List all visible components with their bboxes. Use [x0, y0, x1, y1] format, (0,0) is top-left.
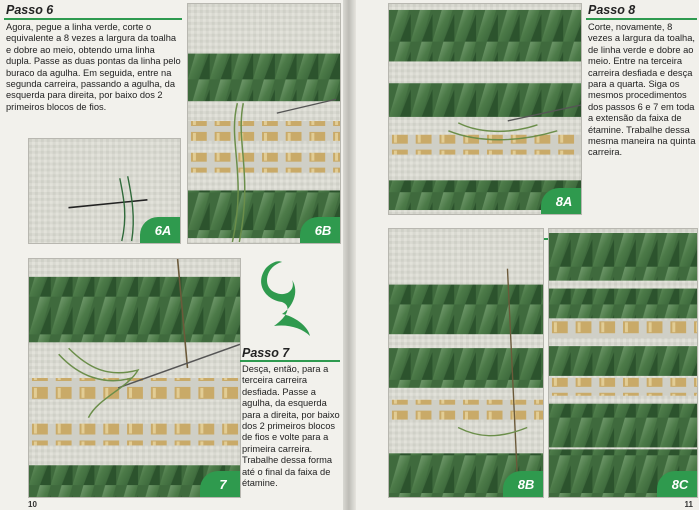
left-page: [0, 0, 343, 510]
right-page: [356, 0, 699, 510]
photo-8c-label: 8C: [657, 471, 697, 497]
photo-8b: [388, 228, 544, 498]
photo-7-illustration: [29, 259, 240, 497]
photo-6a-label: 6A: [140, 217, 180, 243]
photo-8a-illustration: [389, 4, 581, 214]
photo-6b: [187, 3, 341, 244]
step7-paragraph: Desça, então, para a terceira carreira desfiada. Passe a agulha, da esquerda para a direita, por baixo dos 2 primeiros blocos de fios e volte para a primeira carreira. Trabalhe dessa forma até o final da faixa de étamine.: [242, 364, 340, 489]
book-gutter: [343, 0, 356, 510]
step6-title-rule: [4, 18, 182, 20]
step7-title-rule: [240, 360, 340, 362]
photo-8a-label: 8A: [541, 188, 581, 214]
photo-8b-illustration: [389, 229, 543, 497]
step6-paragraph: Agora, pegue a linha verde, corte o equivalente a 8 vezes a largura da toalha e dobre ao meio, obtendo uma linha dupla. Passe as duas pontas da linha pelo buraco da agulha. Em seguida, entre na segunda carreira, passando a agulha, da esquerda para direita, por baixo dos 2 primeiros blocos de fios.: [6, 22, 181, 112]
step8-text: [588, 22, 696, 159]
page-number-left: 10: [28, 500, 37, 509]
step8-title-rule: [586, 18, 697, 20]
step8-paragraph: Corte, novamente, 8 vezes a largura da toalha, de linha verde e dobre ao meio. Entre na terceira carreira desfiada e desça para a quarta. Siga os mesmos procedimentos dos passos 6 e 7 em toda a extensão da faixa de étamine. Trabalhe dessa mesma maneira na quinta carreira.: [588, 22, 696, 158]
photo-8c: [548, 228, 698, 498]
photo-6a: [28, 138, 181, 244]
step7-text: [242, 364, 340, 489]
step6-text: [6, 22, 182, 113]
photo-7-label: 7: [200, 471, 240, 497]
step6-title: Passo 6: [6, 3, 54, 17]
photo-7: [28, 258, 241, 498]
page-number-right: 11: [684, 500, 693, 509]
photo-8c-illustration: [549, 229, 697, 497]
photo-6b-label: 6B: [300, 217, 340, 243]
green-swirl-icon: [252, 256, 318, 338]
photo-8b-label: 8B: [503, 471, 543, 497]
step7-title: Passo 7: [242, 346, 290, 360]
photo-6b-illustration: [188, 4, 340, 243]
step8-title: Passo 8: [588, 3, 636, 17]
photo-8a: [388, 3, 582, 215]
